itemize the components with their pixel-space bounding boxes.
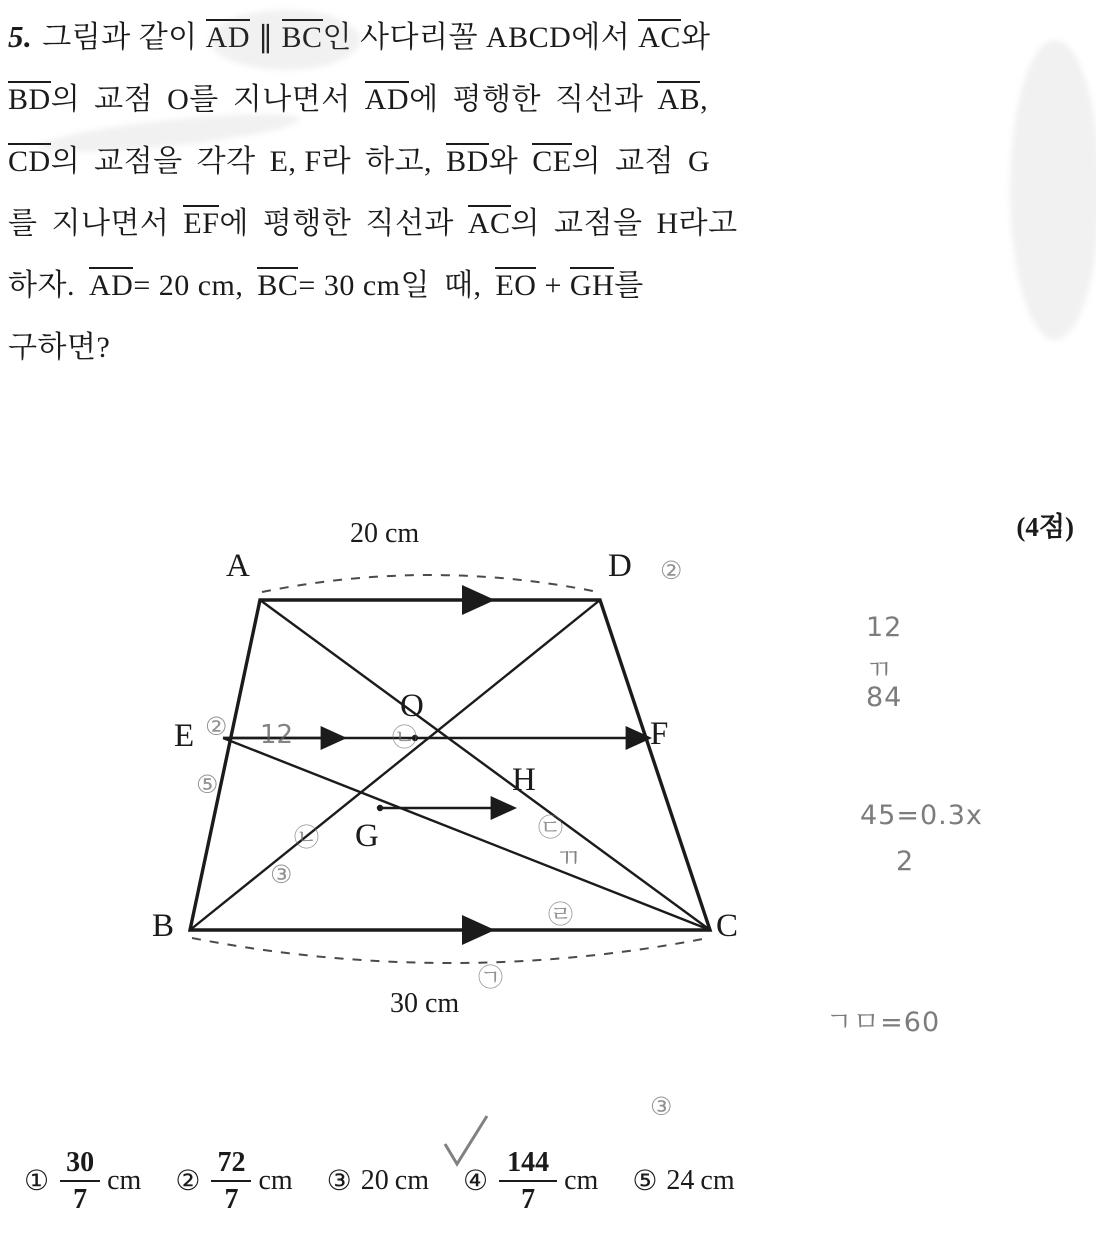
- text-run: 의 교점을 H라고: [510, 207, 738, 240]
- overline-AD: AD: [364, 83, 410, 116]
- text-run: 구하면?: [8, 331, 111, 364]
- problem-line-6: [8, 317, 1088, 379]
- pencil-smudge-top: [210, 10, 360, 70]
- choice-5-mark: ⑤: [632, 1166, 658, 1198]
- choice-2-unit: cm: [258, 1165, 293, 1197]
- length-label-top: 20 cm: [350, 518, 420, 549]
- pencil-smudge-right: [1010, 40, 1096, 340]
- text-run: 인 사다리꼴 ABCD에서: [322, 21, 639, 54]
- annotation-circle-2-top: ②: [660, 556, 683, 585]
- overline-AC: AC: [638, 21, 681, 54]
- annotation-circle-near-o: ㉡: [392, 723, 418, 752]
- overline-EF: EF: [183, 207, 220, 240]
- annotation-circle-near-h: ㉢: [538, 813, 564, 842]
- choice-1-mark: ①: [24, 1166, 50, 1198]
- vertex-label-C: C: [716, 908, 739, 944]
- choice-4-unit: cm: [564, 1165, 599, 1197]
- annotation-twelve: 12: [260, 720, 294, 750]
- choice-4-numerator: 144: [507, 1147, 550, 1178]
- annotation-circle-near-b: ㉠: [478, 963, 504, 992]
- top-measure-arc: [262, 575, 598, 592]
- overline-AD: AD: [205, 21, 250, 54]
- margin-note-5: 2: [896, 846, 915, 877]
- problem-line-4: [8, 193, 1088, 255]
- annotation-circle-left-mid: ㉡: [294, 823, 320, 852]
- text-run: 를 지나면서: [8, 207, 170, 240]
- text-run: = 20 cm,: [133, 269, 244, 302]
- choice-5-unit: cm: [700, 1165, 735, 1197]
- length-label-bottom: 30 cm: [390, 988, 460, 1019]
- vertex-label-D: D: [608, 548, 632, 584]
- choice-1-fraction: [60, 1148, 100, 1215]
- annotation-circle-3-left: ③: [270, 860, 293, 889]
- overline-BD: BD: [446, 145, 489, 178]
- text-run: 를: [614, 269, 644, 302]
- vertex-label-F: F: [650, 716, 669, 752]
- overline-EO: EO: [495, 269, 537, 302]
- problem-line-5: [8, 255, 1088, 317]
- choice-3[interactable]: [327, 1164, 429, 1198]
- choice-3-mark: ③: [326, 1166, 352, 1198]
- problem-number: 5.: [8, 19, 33, 54]
- choice-1[interactable]: [24, 1148, 141, 1215]
- margin-note-2: ㄲ: [866, 655, 894, 686]
- annotation-n-mark: ㄲ: [556, 844, 582, 874]
- choice-2-fraction: [211, 1148, 251, 1215]
- diagonals: [190, 600, 710, 930]
- points-label: (4점): [1016, 512, 1074, 542]
- choice-1-numerator: 30: [66, 1147, 95, 1178]
- choice-4-denominator: 7: [521, 1184, 536, 1216]
- annotation-circle-5-left: ⑤: [196, 770, 219, 799]
- text-run: 의 교점 O를 지나면서: [50, 83, 351, 116]
- choice-1-unit: cm: [107, 1165, 142, 1197]
- margin-note-4: 45=0.3х: [860, 800, 983, 831]
- text-run: 와: [488, 145, 519, 178]
- vertex-label-G: G: [355, 818, 379, 854]
- annotation-circle-under-g: ㉣: [548, 900, 574, 929]
- choice-4[interactable]: [463, 1148, 598, 1215]
- text-run: 에 평행한 직선과: [219, 207, 454, 240]
- fraction-bar: [60, 1180, 100, 1182]
- overline-CE: CE: [532, 145, 572, 178]
- vertex-label-H: H: [512, 762, 536, 798]
- problem-line-1: [8, 6, 1088, 69]
- choice-5[interactable]: [632, 1164, 734, 1198]
- vertex-label-B: B: [152, 908, 175, 944]
- choice-1-denominator: 7: [73, 1184, 88, 1216]
- parallel-symbol: ∥: [258, 21, 274, 54]
- vertex-label-E: E: [174, 718, 195, 754]
- choice-4-mark: ④: [462, 1166, 489, 1198]
- text-run: 그림과 같이: [42, 21, 206, 54]
- annotation-circle-3-bottom: ③: [650, 1092, 673, 1121]
- text-run: 와: [680, 21, 711, 54]
- margin-note-1: 12: [866, 612, 903, 643]
- fraction-bar: [211, 1180, 251, 1182]
- overline-CD: CD: [8, 145, 51, 178]
- bottom-measure-arc: [192, 938, 708, 963]
- choice-2-numerator: 72: [217, 1147, 246, 1178]
- vertex-label-O: O: [400, 688, 424, 724]
- annotation-circle-2-left: ②: [205, 712, 228, 741]
- margin-note-3: 84: [866, 682, 903, 713]
- overline-BD: BD: [8, 83, 51, 116]
- answer-choices: [24, 1148, 1084, 1215]
- selected-answer-mark: [441, 1114, 511, 1184]
- choice-3-unit: cm: [394, 1165, 429, 1197]
- overline-GH: GH: [569, 269, 615, 302]
- choice-2-denominator: 7: [224, 1184, 239, 1216]
- overline-BC: BC: [257, 269, 299, 302]
- overline-AD: AD: [88, 269, 134, 302]
- vertex-label-A: A: [226, 548, 250, 584]
- choice-2[interactable]: [175, 1148, 292, 1215]
- choice-3-value: 20: [360, 1165, 389, 1197]
- text-run: 에 평행한 직선과: [409, 83, 644, 116]
- choice-2-mark: ②: [175, 1166, 201, 1198]
- overline-AC: AC: [467, 207, 511, 240]
- text-run: ,: [700, 83, 709, 116]
- overline-BC: BC: [281, 21, 323, 54]
- text-run: 의 교점 G: [571, 145, 711, 178]
- text-run: +: [544, 269, 562, 302]
- text-run: 하자.: [8, 269, 75, 302]
- problem-statement: [8, 6, 1088, 379]
- text-run: = 30 cm일 때,: [298, 269, 482, 302]
- trapezoid-outline: [190, 600, 710, 930]
- choice-5-value: 24: [666, 1165, 695, 1197]
- text-run: 의 교점을 각각 E, F라 하고,: [50, 145, 433, 178]
- overline-AB: AB: [657, 83, 701, 116]
- margin-note-6: ㄱㅁ=60: [826, 1007, 941, 1038]
